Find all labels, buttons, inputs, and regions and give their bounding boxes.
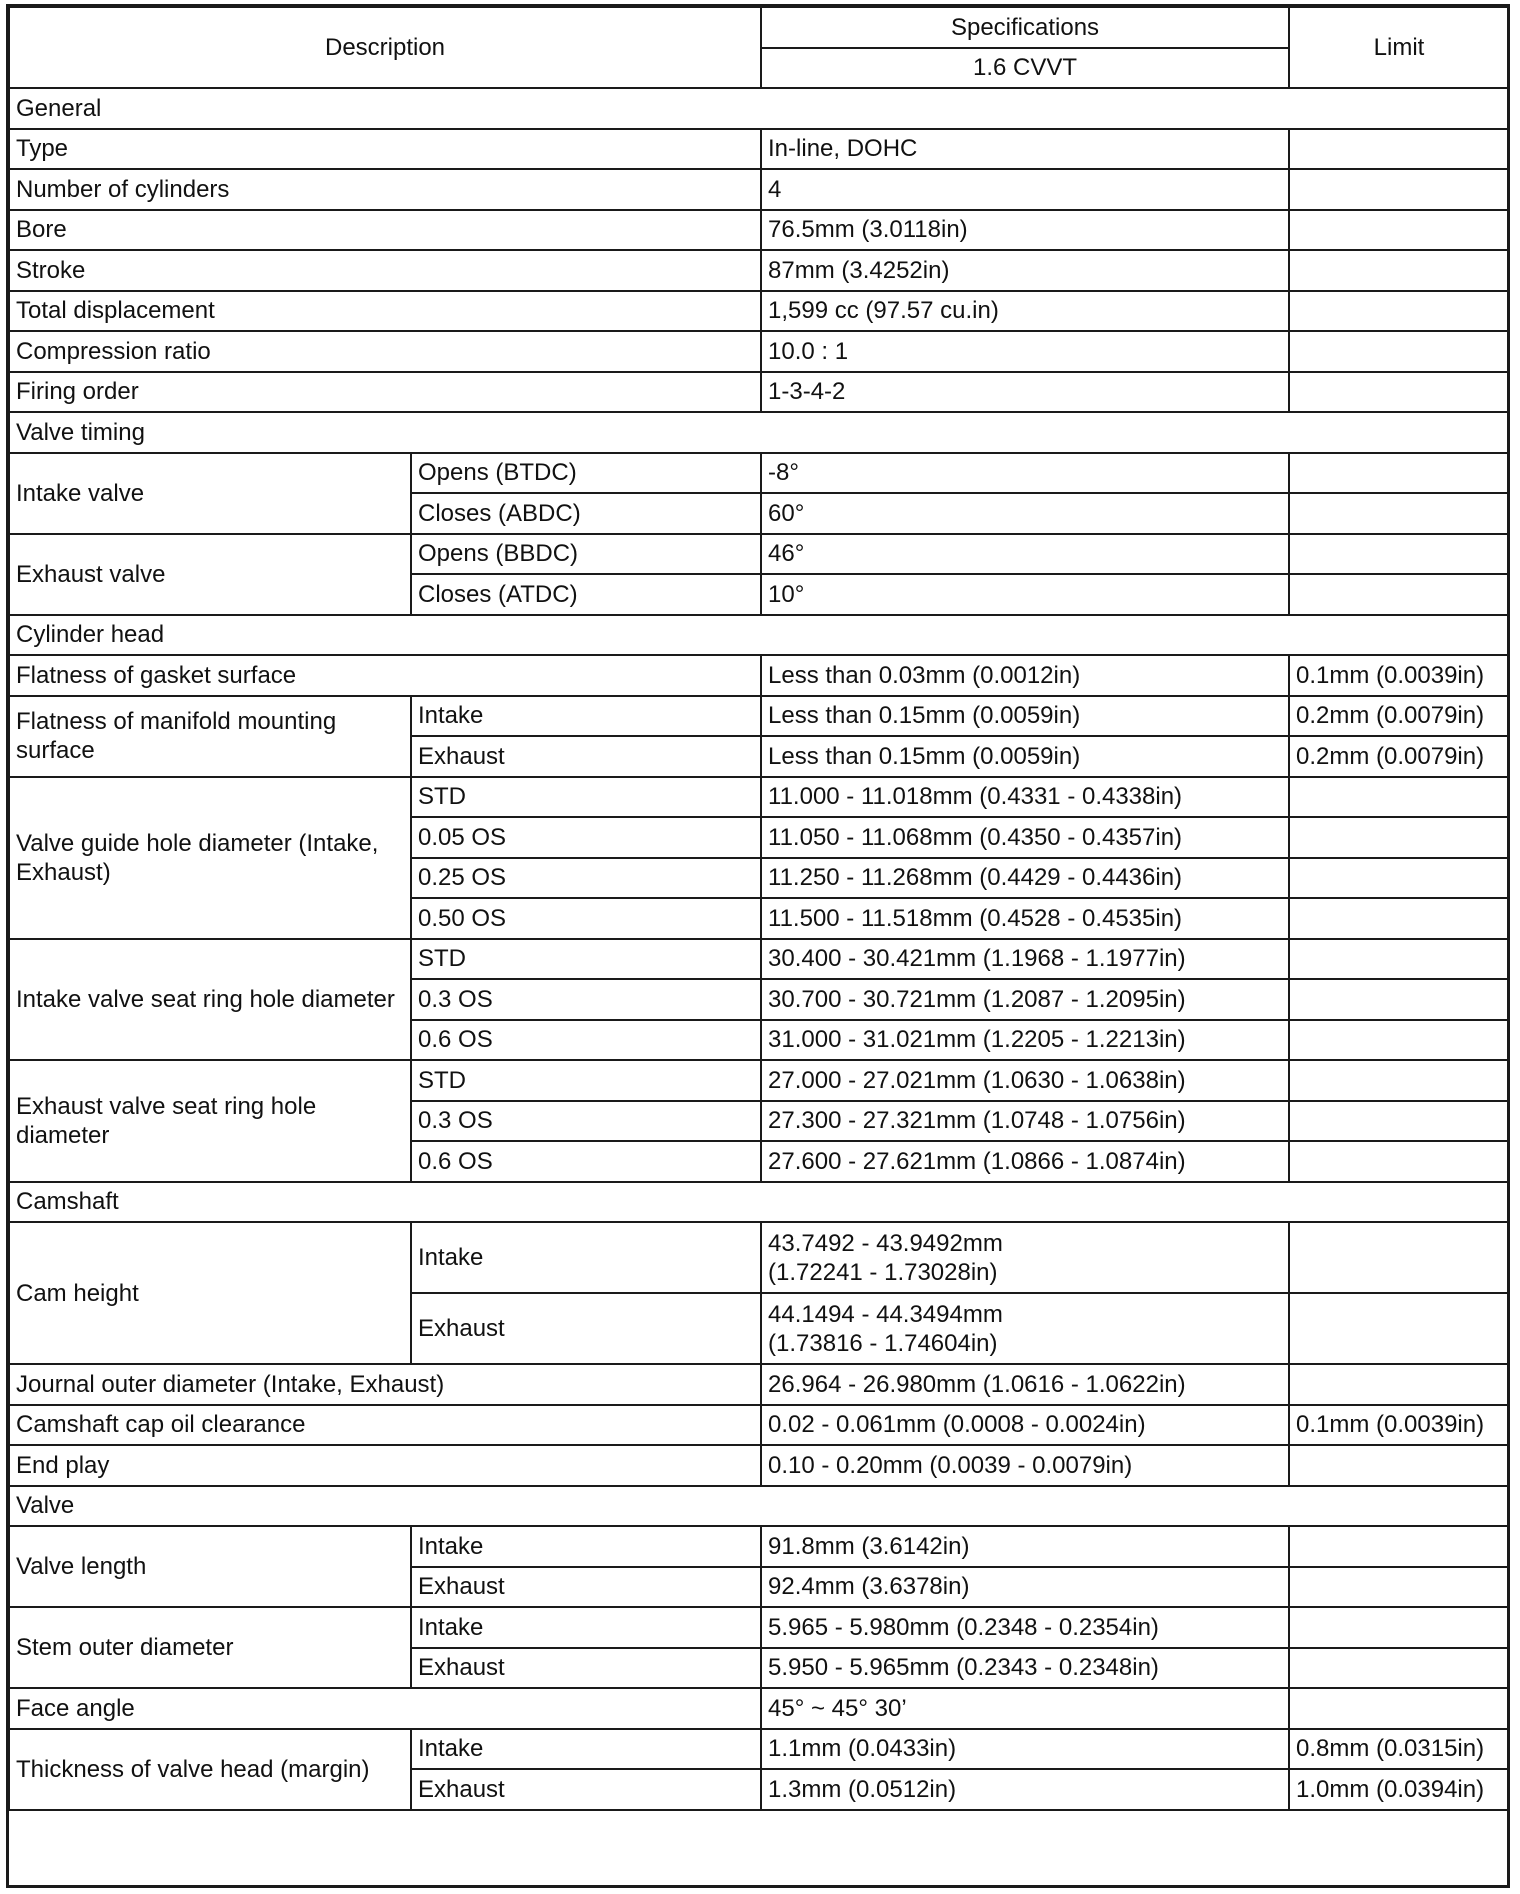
sub-label: 0.3 OS [411, 979, 761, 1020]
row-label: Type [9, 129, 761, 170]
engine-spec-table [8, 6, 1510, 1811]
row-limit [1289, 777, 1509, 818]
table-row [9, 250, 1509, 291]
section-row [9, 1182, 1509, 1223]
row-spec: 4 [761, 169, 1289, 210]
row-spec: 27.600 - 27.621mm (1.0866 - 1.0874in) [761, 1141, 1289, 1182]
group-label: Cam height [9, 1222, 411, 1364]
row-label: Face angle [9, 1688, 761, 1729]
section-camshaft: Camshaft [9, 1182, 1509, 1223]
row-limit: 0.2mm (0.0079in) [1289, 736, 1509, 777]
row-spec: 1.3mm (0.0512in) [761, 1769, 1289, 1810]
sub-label: Intake [411, 1607, 761, 1648]
row-spec: 30.400 - 30.421mm (1.1968 - 1.1977in) [761, 939, 1289, 980]
sub-label: 0.05 OS [411, 817, 761, 858]
row-limit [1289, 129, 1509, 170]
description-header: Description [9, 7, 761, 88]
row-spec: 5.965 - 5.980mm (0.2348 - 0.2354in) [761, 1607, 1289, 1648]
table-row [9, 1060, 1509, 1101]
header-row [9, 7, 1509, 48]
row-limit [1289, 210, 1509, 251]
group-label: Stem outer diameter [9, 1607, 411, 1688]
row-limit [1289, 1607, 1509, 1648]
row-label: Bore [9, 210, 761, 251]
row-limit [1289, 1020, 1509, 1061]
group-label: Valve guide hole diameter (Intake, Exhaust) [9, 777, 411, 939]
sub-label: 0.50 OS [411, 898, 761, 939]
sub-label: Exhaust [411, 1567, 761, 1608]
spec-line: (1.73816 - 1.74604in) [768, 1329, 998, 1357]
row-limit: 0.2mm (0.0079in) [1289, 696, 1509, 737]
row-spec: -8° [761, 453, 1289, 494]
row-label: Journal outer diameter (Intake, Exhaust) [9, 1364, 761, 1405]
table-row [9, 1607, 1509, 1648]
table-row [9, 1526, 1509, 1567]
row-spec: 45° ~ 45° 30’ [761, 1688, 1289, 1729]
row-limit [1289, 534, 1509, 575]
section-row [9, 88, 1509, 129]
row-spec [761, 1293, 1289, 1364]
spec-line: 43.7492 - 43.9492mm [768, 1229, 1003, 1257]
row-spec: 92.4mm (3.6378in) [761, 1567, 1289, 1608]
row-label: Compression ratio [9, 331, 761, 372]
row-spec: 46° [761, 534, 1289, 575]
sub-label: Closes (ABDC) [411, 493, 761, 534]
group-label: Intake valve seat ring hole diameter [9, 939, 411, 1061]
row-spec: 11.000 - 11.018mm (0.4331 - 0.4338in) [761, 777, 1289, 818]
group-label: Intake valve [9, 453, 411, 534]
table-row [9, 1364, 1509, 1405]
row-spec: 11.250 - 11.268mm (0.4429 - 0.4436in) [761, 858, 1289, 899]
row-limit [1289, 1364, 1509, 1405]
row-label: Camshaft cap oil clearance [9, 1405, 761, 1446]
row-spec: 10.0 : 1 [761, 331, 1289, 372]
sub-label: 0.3 OS [411, 1101, 761, 1142]
spec-line: 44.1494 - 44.3494mm [768, 1300, 1003, 1328]
row-limit [1289, 939, 1509, 980]
sub-label: Opens (BBDC) [411, 534, 761, 575]
row-spec: 1-3-4-2 [761, 372, 1289, 413]
row-spec: 91.8mm (3.6142in) [761, 1526, 1289, 1567]
section-row [9, 412, 1509, 453]
specifications-header: Specifications [761, 7, 1289, 48]
table-row [9, 331, 1509, 372]
row-limit [1289, 979, 1509, 1020]
table-row [9, 655, 1509, 696]
sub-label: Intake [411, 1729, 761, 1770]
row-spec: 27.300 - 27.321mm (1.0748 - 1.0756in) [761, 1101, 1289, 1142]
row-spec: 1,599 cc (97.57 cu.in) [761, 291, 1289, 332]
row-label: End play [9, 1445, 761, 1486]
section-row [9, 615, 1509, 656]
table-row [9, 372, 1509, 413]
table-row [9, 169, 1509, 210]
row-limit [1289, 574, 1509, 615]
table-row [9, 1222, 1509, 1293]
row-limit: 0.1mm (0.0039in) [1289, 655, 1509, 696]
sub-label: Closes (ATDC) [411, 574, 761, 615]
row-label: Firing order [9, 372, 761, 413]
row-spec: 76.5mm (3.0118in) [761, 210, 1289, 251]
row-spec: 31.000 - 31.021mm (1.2205 - 1.2213in) [761, 1020, 1289, 1061]
sub-label: 0.25 OS [411, 858, 761, 899]
table-row [9, 453, 1509, 494]
sub-label: Exhaust [411, 1769, 761, 1810]
row-limit: 0.8mm (0.0315in) [1289, 1729, 1509, 1770]
table-row [9, 210, 1509, 251]
row-limit: 1.0mm (0.0394in) [1289, 1769, 1509, 1810]
row-limit [1289, 898, 1509, 939]
row-spec: In-line, DOHC [761, 129, 1289, 170]
table-row [9, 1405, 1509, 1446]
sub-label: STD [411, 939, 761, 980]
sub-label: Exhaust [411, 736, 761, 777]
row-label: Flatness of gasket surface [9, 655, 761, 696]
sub-label: 0.6 OS [411, 1020, 761, 1061]
table-row [9, 939, 1509, 980]
row-limit [1289, 1526, 1509, 1567]
row-limit [1289, 250, 1509, 291]
row-limit [1289, 291, 1509, 332]
row-spec: Less than 0.15mm (0.0059in) [761, 696, 1289, 737]
row-spec [761, 1222, 1289, 1293]
table-row [9, 777, 1509, 818]
row-limit: 0.1mm (0.0039in) [1289, 1405, 1509, 1446]
sub-label: STD [411, 777, 761, 818]
row-limit [1289, 1567, 1509, 1608]
section-valve-timing: Valve timing [9, 412, 1509, 453]
row-spec: 26.964 - 26.980mm (1.0616 - 1.0622in) [761, 1364, 1289, 1405]
table-row [9, 534, 1509, 575]
sub-label: Exhaust [411, 1648, 761, 1689]
group-label: Flatness of manifold mounting surface [9, 696, 411, 777]
table-row [9, 291, 1509, 332]
row-spec: 1.1mm (0.0433in) [761, 1729, 1289, 1770]
row-spec: 11.050 - 11.068mm (0.4350 - 0.4357in) [761, 817, 1289, 858]
limit-header: Limit [1289, 7, 1509, 88]
spec-line: (1.72241 - 1.73028in) [768, 1258, 998, 1286]
section-cylinder-head: Cylinder head [9, 615, 1509, 656]
row-limit [1289, 331, 1509, 372]
sub-label: Exhaust [411, 1293, 761, 1364]
row-limit [1289, 453, 1509, 494]
row-spec: 87mm (3.4252in) [761, 250, 1289, 291]
row-limit [1289, 1222, 1509, 1293]
section-row [9, 1486, 1509, 1527]
sub-label: Opens (BTDC) [411, 453, 761, 494]
row-spec: 5.950 - 5.965mm (0.2343 - 0.2348in) [761, 1648, 1289, 1689]
section-valve: Valve [9, 1486, 1509, 1527]
row-limit [1289, 372, 1509, 413]
engine-header: 1.6 CVVT [761, 48, 1289, 89]
sub-label: Intake [411, 696, 761, 737]
group-label: Thickness of valve head (margin) [9, 1729, 411, 1810]
row-limit [1289, 858, 1509, 899]
row-limit [1289, 493, 1509, 534]
row-limit [1289, 817, 1509, 858]
row-label: Number of cylinders [9, 169, 761, 210]
row-spec: 27.000 - 27.021mm (1.0630 - 1.0638in) [761, 1060, 1289, 1101]
row-limit [1289, 1445, 1509, 1486]
sub-label: Intake [411, 1222, 761, 1293]
row-spec: 10° [761, 574, 1289, 615]
row-limit [1289, 169, 1509, 210]
row-label: Total displacement [9, 291, 761, 332]
row-limit [1289, 1060, 1509, 1101]
sub-label: STD [411, 1060, 761, 1101]
table-row [9, 696, 1509, 737]
row-spec: 11.500 - 11.518mm (0.4528 - 0.4535in) [761, 898, 1289, 939]
row-limit [1289, 1293, 1509, 1364]
row-limit [1289, 1688, 1509, 1729]
table-row [9, 129, 1509, 170]
row-spec: 60° [761, 493, 1289, 534]
row-limit [1289, 1141, 1509, 1182]
sub-label: Intake [411, 1526, 761, 1567]
row-spec: Less than 0.15mm (0.0059in) [761, 736, 1289, 777]
sub-label: 0.6 OS [411, 1141, 761, 1182]
row-limit [1289, 1101, 1509, 1142]
row-spec: 30.700 - 30.721mm (1.2087 - 1.2095in) [761, 979, 1289, 1020]
group-label: Exhaust valve seat ring hole diameter [9, 1060, 411, 1182]
row-spec: 0.10 - 0.20mm (0.0039 - 0.0079in) [761, 1445, 1289, 1486]
row-label: Stroke [9, 250, 761, 291]
group-label: Valve length [9, 1526, 411, 1607]
row-limit [1289, 1648, 1509, 1689]
table-row [9, 1729, 1509, 1770]
group-label: Exhaust valve [9, 534, 411, 615]
row-spec: Less than 0.03mm (0.0012in) [761, 655, 1289, 696]
row-spec: 0.02 - 0.061mm (0.0008 - 0.0024in) [761, 1405, 1289, 1446]
table-row [9, 1445, 1509, 1486]
section-general: General [9, 88, 1509, 129]
table-row [9, 1688, 1509, 1729]
